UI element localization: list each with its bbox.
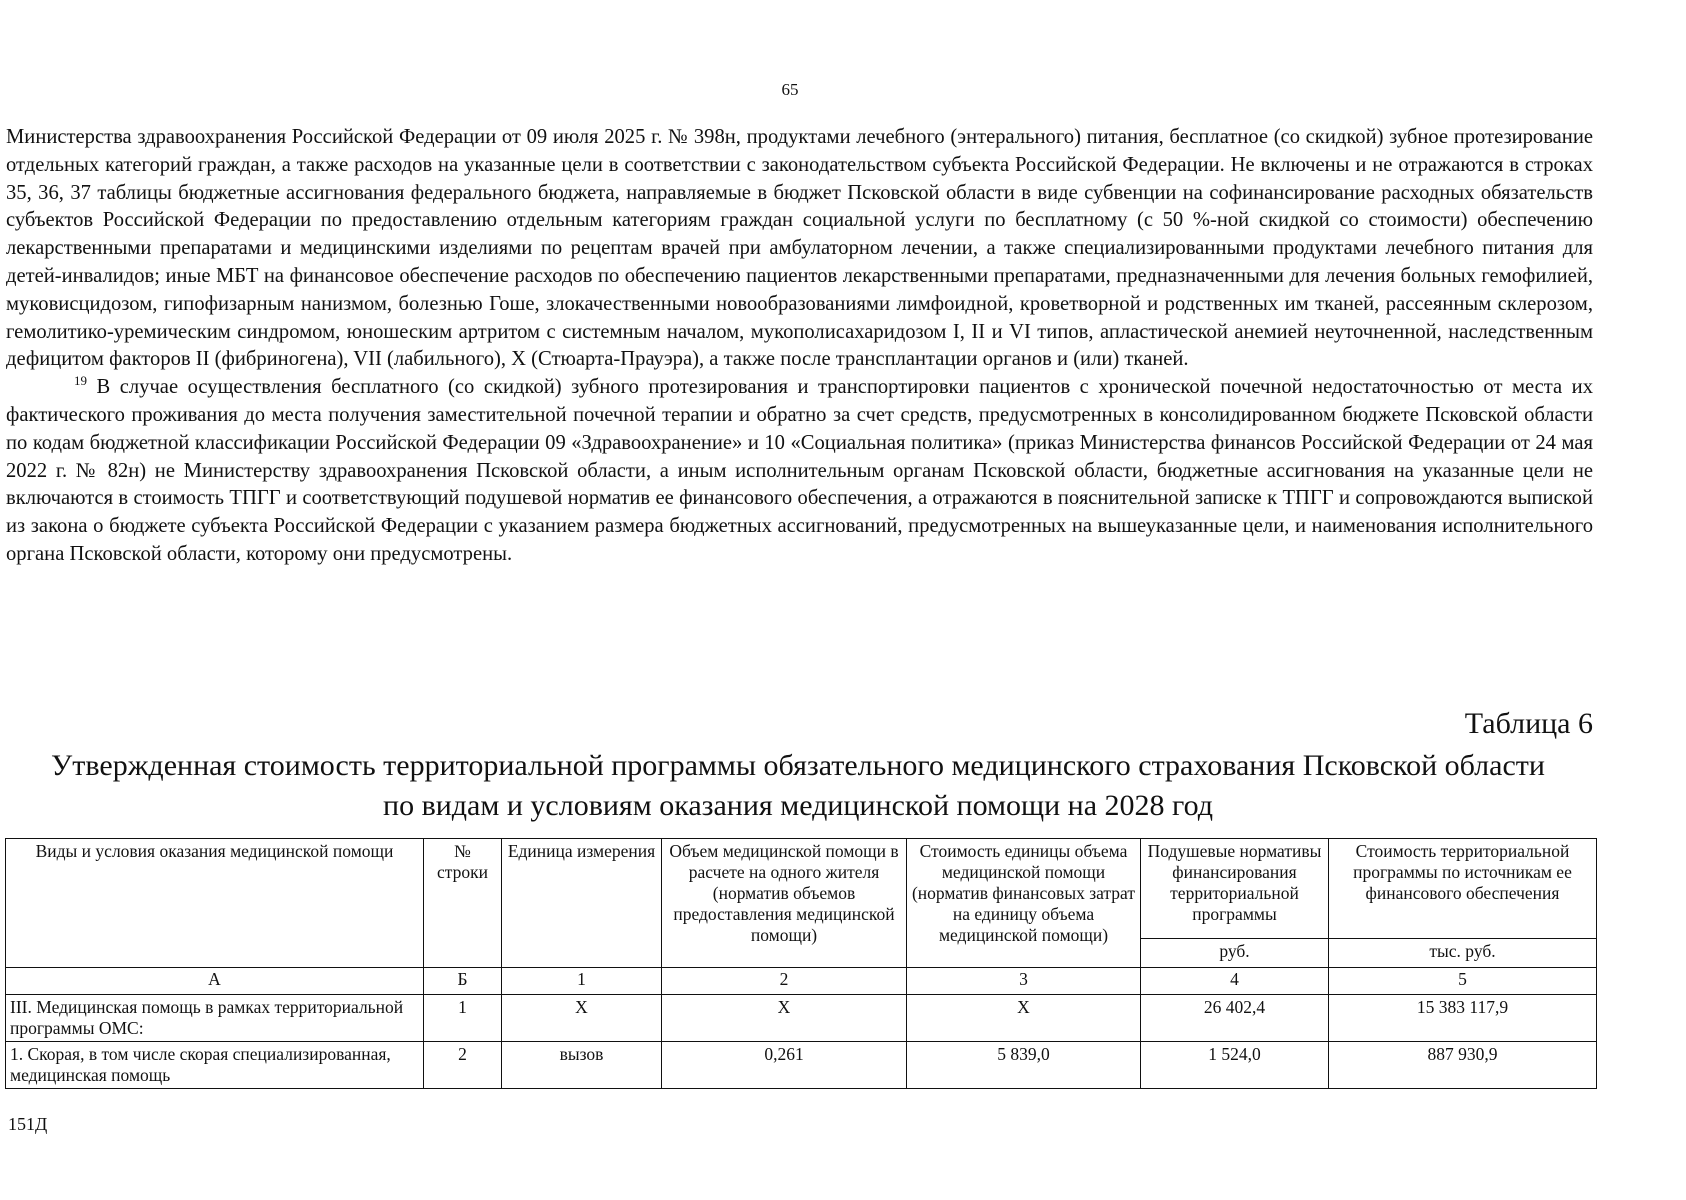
unit-rub: руб. <box>1141 938 1329 967</box>
footnote-marker: 19 <box>74 373 87 389</box>
column-letters-row <box>6 968 1597 995</box>
column-letter: 5 <box>1329 968 1597 995</box>
row-per-capita: 26 402,4 <box>1141 995 1329 1042</box>
header-per-capita: Подушевые нормативы финансирования территориальной программы <box>1141 839 1329 939</box>
row-per-capita: 1 524,0 <box>1141 1042 1329 1089</box>
row-name: 1. Скорая, в том числе скорая специализированная, медицинская помощь <box>6 1042 424 1089</box>
row-volume: X <box>662 995 907 1042</box>
row-unit: X <box>502 995 662 1042</box>
header-unit-cost: Стоимость единицы объема медицинской помощи (норматив финансовых затрат на единицу объема медицинской помощи) <box>907 839 1141 968</box>
cost-table <box>5 838 1597 1089</box>
table-header-row <box>6 839 1597 939</box>
paragraph: Министерства здравоохранения Российской Федерации от 09 июля 2025 г. № 398н, продуктами лечебного (энтерального) питания, бесплатное (со скидкой) зубное протезирование отдельных категорий граждан, а также расходов на указанные цели в соответствии с законодательством субъекта Российской Федерации. Не включены и не отражаются в строках 35, 36, 37 таблицы бюджетные ассигнования федерального бюджета, направляемые в бюджет Псковской области в виде субвенции на софинансирование расходных обязательств субъектов Российской Федерации по предоставлению отдельным категориям граждан социальной услуги по бесплатному (с 50 %-ной скидкой со стоимости) обеспечению лекарственными препаратами и медицинскими изделиями по рецептам врачей при амбулаторном лечении, а также специализированными продуктами лечебного питания для детей-инвалидов; иные МБТ на финансовое обеспечение расходов по обеспечению пациентов лекарственными препаратами, предназначенными для лечения больных гемофилией, муковисцидозом, гипофизарным нанизмом, болезнью Гоше, злокачественными новообразованиями лимфоидной, кроветворной и родственных им тканей, рассеянным склерозом, гемолитико-уремическим синдромом, юношеским артритом с системным началом, мукополисахаридозом I, II и VI типов, апластической анемией неуточненной, наследственным дефицитом факторов II (фибриногена), VII (лабильного), X (Стюарта-Прауэра), а также после трансплантации органов и (или) тканей. <box>6 126 1593 371</box>
footnote-19 <box>6 374 1593 569</box>
unit-thousand-rub: тыс. руб. <box>1329 938 1597 967</box>
row-unit: вызов <box>502 1042 662 1089</box>
table-caption: Таблица 6 <box>1464 707 1593 740</box>
row-line-number: 2 <box>424 1042 502 1089</box>
table-title-line-2: по видам и условиям оказания медицинской помощи на 2028 год <box>383 789 1213 822</box>
header-unit: Единица измерения <box>502 839 662 968</box>
body-text <box>6 124 1593 569</box>
header-line-number: № строки <box>424 839 502 968</box>
row-name: III. Медицинская помощь в рамках территориальной программы ОМС: <box>6 995 424 1042</box>
row-volume: 0,261 <box>662 1042 907 1089</box>
column-letter: А <box>6 968 424 995</box>
footnote-text: В случае осуществления бесплатного (со скидкой) зубного протезирования и транспортировки пациентов с хронической почечной недостаточностью от места их фактического проживания до места получения заместительной почечной терапии и обратно за счет средств, предусмотренных в консолидированном бюджете Псковской области по кодам бюджетной классификации Российской Федерации 09 «Здравоохранение» и 10 «Социальная политика» (приказ Министерства финансов Российской Федерации от 24 мая 2022 г. № 82н) не Министерству здравоохранения Псковской области, а иным исполнительным органам Псковской области, бюджетные ассигнования на указанные цели не включаются в стоимость ТПГГ и соответствующий подушевой норматив ее финансового обеспечения, а отражаются в пояснительной записке к ТПГГ и сопровождаются выпиской из закона о бюджете субъекта Российской Федерации с указанием размера бюджетных ассигнований, предусмотренных на вышеуказанные цели, и наименования исполнительного органа Псковской области, которому они предусмотрены. <box>6 376 1593 565</box>
table-row <box>6 995 1597 1042</box>
row-total-cost: 887 930,9 <box>1329 1042 1597 1089</box>
column-letter: 2 <box>662 968 907 995</box>
page-number: 65 <box>781 80 799 99</box>
row-unit-cost: 5 839,0 <box>907 1042 1141 1089</box>
header-kind: Виды и условия оказания медицинской помощи <box>6 839 424 968</box>
column-letter: 4 <box>1141 968 1329 995</box>
row-total-cost: 15 383 117,9 <box>1329 995 1597 1042</box>
table-title-line-1: Утвержденная стоимость территориальной программы обязательного медицинского страхования Псковской области <box>51 749 1545 782</box>
header-volume: Объем медицинской помощи в расчете на одного жителя (норматив объемов предоставления медицинской помощи) <box>662 839 907 968</box>
column-letter: 1 <box>502 968 662 995</box>
row-unit-cost: X <box>907 995 1141 1042</box>
table-row <box>6 1042 1597 1089</box>
column-letter: 3 <box>907 968 1141 995</box>
column-letter: Б <box>424 968 502 995</box>
table-title <box>0 746 1596 826</box>
row-line-number: 1 <box>424 995 502 1042</box>
header-total-cost: Стоимость территориальной программы по источникам ее финансового обеспечения <box>1329 839 1597 939</box>
document-code: 151Д <box>8 1114 48 1134</box>
